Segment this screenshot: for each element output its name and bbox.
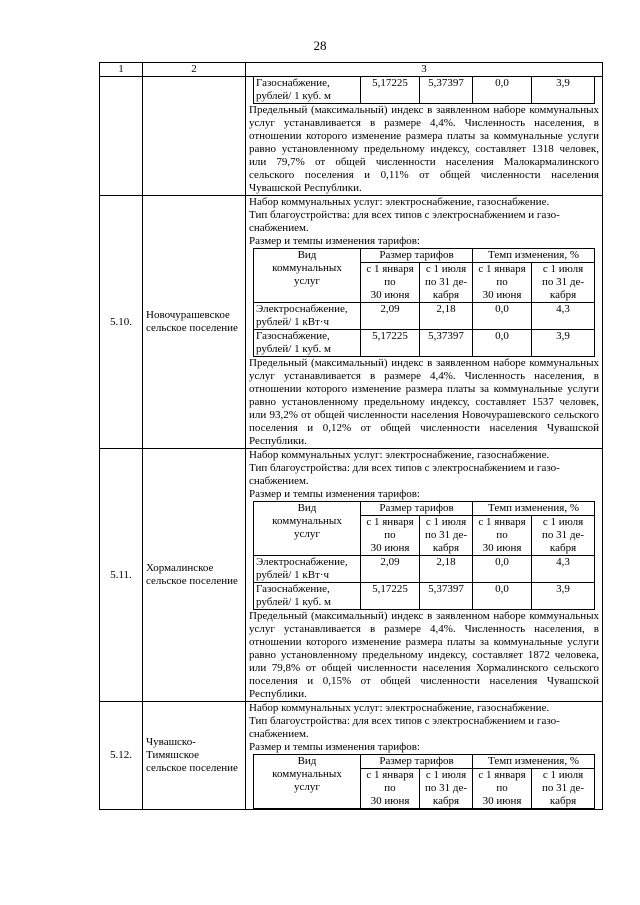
jan-header: с 1 января по 30 июня: [473, 516, 532, 556]
type-line-2: снабжением.: [249, 475, 309, 487]
table-row: [100, 196, 603, 449]
row-number: 5.10.: [100, 196, 143, 449]
rates-line: Размер и темпы изменения тарифов:: [249, 741, 420, 753]
service-gas: Газоснабжение, рублей/ 1 куб. м: [254, 583, 361, 610]
vid-header: Вид коммунальных услуг: [254, 249, 361, 303]
jul-header: с 1 июля по 31 де- кабря: [532, 769, 595, 809]
tariff-table: [253, 248, 595, 357]
vid-header: Вид коммунальных услуг: [254, 502, 361, 556]
service-electro: Электроснабжение, рублей/ 1 кВт·ч: [254, 303, 361, 330]
details-cell: [246, 702, 603, 810]
type-line-1: Тип благоустройства: для всех типов с электроснабжением и газо-: [249, 462, 560, 474]
header-row: [100, 63, 603, 77]
temp-header: Темп изменения, %: [473, 249, 595, 263]
jan-header: с 1 января по 30 июня: [361, 516, 420, 556]
tariff-row-gas: Газоснабжение, рублей/ 1 куб. м 5,17225 5,37397 0,0 3,9: [254, 330, 595, 357]
header-col3: 3: [246, 63, 603, 77]
row-number-cell: [100, 77, 143, 196]
details-cell: [246, 77, 603, 196]
header-col1: 1: [100, 63, 143, 77]
index-paragraph: Предельный (максимальный) индекс в заявленном наборе коммунальных услуг устанавливается в размере 4,4%. Численность населения, в отношении которого изменение размера платы за коммунальные услуги равно установленному предельному индексу, составляет 1872 человека, или 79,8% от общей численности населения Хормалинского сельского поселения и 0,15% от общей численности населения Чувашской Республики.: [249, 610, 599, 700]
tariff-row-gas: Газоснабжение, рублей/ 1 куб. м 5,17225 5,37397 0,0 3,9: [254, 583, 595, 610]
tariff-jan: 5,17225: [361, 77, 420, 104]
vid-header: Вид коммунальных услуг: [254, 755, 361, 809]
service-gas: Газоснабжение, рублей/ 1 куб. м: [254, 77, 361, 104]
tariff-table: [253, 501, 595, 610]
temp-header: Темп изменения, %: [473, 755, 595, 769]
jul-header: с 1 июля по 31 де- кабря: [420, 516, 473, 556]
jul-header: с 1 июля по 31 де- кабря: [532, 516, 595, 556]
header-col2: 2: [143, 63, 246, 77]
jul-header: с 1 июля по 31 де- кабря: [532, 263, 595, 303]
tariff-jul: 5,37397: [420, 77, 473, 104]
rates-line: Размер и темпы изменения тарифов:: [249, 235, 420, 247]
type-line-1: Тип благоустройства: для всех типов с электроснабжением и газо-: [249, 715, 560, 727]
settlement-name: Хормалинское сельское поселение: [143, 449, 246, 702]
tariff-row-electro: Электроснабжение, рублей/ 1 кВт·ч 2,09 2,18 0,0 4,3: [254, 303, 595, 330]
row-number: 5.11.: [100, 449, 143, 702]
service-electro: Электроснабжение, рублей/ 1 кВт·ч: [254, 556, 361, 583]
details-cell: [246, 449, 603, 702]
razmer-header: Размер тарифов: [361, 502, 473, 516]
jan-header: с 1 января по 30 июня: [361, 769, 420, 809]
table-row: [100, 702, 603, 810]
page-number: 28: [313, 38, 327, 53]
settlement-name-cell: [143, 77, 246, 196]
table-row: [100, 449, 603, 702]
services-line: Набор коммунальных услуг: электроснабжение, газоснабжение.: [249, 702, 550, 714]
main-table: [99, 62, 603, 810]
services-line: Набор коммунальных услуг: электроснабжение, газоснабжение.: [249, 449, 550, 461]
rates-line: Размер и темпы изменения тарифов:: [249, 488, 420, 500]
jul-header: с 1 июля по 31 де- кабря: [420, 769, 473, 809]
jan-header: с 1 января по 30 июня: [473, 263, 532, 303]
jul-header: с 1 июля по 31 де- кабря: [420, 263, 473, 303]
type-line-2: снабжением.: [249, 728, 309, 740]
index-paragraph: Предельный (максимальный) индекс в заявленном наборе коммунальных услуг устанавливается в размере 4,4%. Численность населения, в отношении которого изменение размера платы за коммунальные услуги равно установленному предельному индексу, составляет 1537 человек, или 93,2% от общей численности населения Новочурашевского сельского поселения и 0,12% от общей численности населения Чувашской Республики.: [249, 357, 599, 447]
settlement-name: Чувашско-Тимяшское сельское поселение: [143, 702, 246, 810]
razmer-header: Размер тарифов: [361, 755, 473, 769]
services-line: Набор коммунальных услуг: электроснабжение, газоснабжение.: [249, 196, 550, 208]
change-jul: 3,9: [532, 77, 595, 104]
tariff-row-gas: [254, 77, 595, 104]
service-gas: Газоснабжение, рублей/ 1 куб. м: [254, 330, 361, 357]
type-line-1: Тип благоустройства: для всех типов с электроснабжением и газо-: [249, 209, 560, 221]
row-number: 5.12.: [100, 702, 143, 810]
settlement-name: Новочурашевское сельское поселение: [143, 196, 246, 449]
details-cell: [246, 196, 603, 449]
table-row-continuation: [100, 77, 603, 196]
razmer-header: Размер тарифов: [361, 249, 473, 263]
tariff-table: [253, 754, 595, 809]
jan-header: с 1 января по 30 июня: [473, 769, 532, 809]
temp-header: Темп изменения, %: [473, 502, 595, 516]
jan-header: с 1 января по 30 июня: [361, 263, 420, 303]
index-paragraph: Предельный (максимальный) индекс в заявленном наборе коммунальных услуг устанавливается в размере 4,4%. Численность населения, в отношении которого изменение размера платы за коммунальные услуги равно установленному предельному индексу, составляет 1318 человек, или 79,7% от общей численности населения Малокармалинского сельского поселения и 0,11% от общей численности населения Чувашской Республики.: [249, 104, 599, 194]
change-jan: 0,0: [473, 77, 532, 104]
tariff-table-partial: [253, 77, 595, 104]
tariff-row-electro: Электроснабжение, рублей/ 1 кВт·ч 2,09 2,18 0,0 4,3: [254, 556, 595, 583]
type-line-2: снабжением.: [249, 222, 309, 234]
